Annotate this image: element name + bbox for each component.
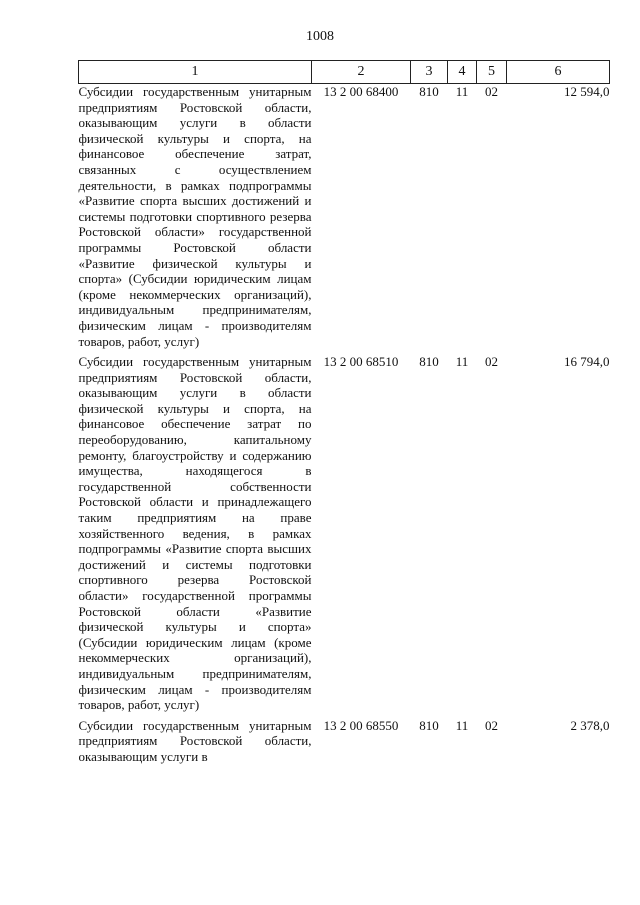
row-target-code: 13 2 00 68510 bbox=[323, 354, 399, 370]
table-row bbox=[79, 354, 610, 718]
row-description: Субсидии государственным унитарным предприятиям Ростовской области, оказывающим услуги в области физической культуры и спорта, на финансовое обеспечение затрат по переоборудованию, капитальному ремонту, благоустройству и содержанию имущества, находящегося в государственной собственности Ростовской области и принадлежащего таким предприятиям на праве хозяйственного ведения, в рамках подпрограммы «Развитие спорта высших достижений и системы подготовки спортивного резерва Ростовской области» государственной программы Ростовской области «Развитие физической культуры и спорта» (Субсидии юридическим лицам (кроме некоммерческих организаций), индивидуальным предпринимателям, физическим лицам - производителям товаров, работ, услуг) bbox=[78, 354, 312, 713]
header-col-2: 2 bbox=[312, 61, 411, 84]
header-col-3: 3 bbox=[411, 61, 448, 84]
row-amount: 16 794,0 bbox=[564, 354, 610, 370]
row-description: Субсидии государственным унитарным предприятиям Ростовской области, оказывающим услуги в bbox=[78, 717, 312, 764]
row-section: 11 bbox=[455, 84, 469, 99]
table-header-row bbox=[79, 61, 610, 84]
row-target-code: 13 2 00 68400 bbox=[323, 84, 399, 99]
header-col-6: 6 bbox=[507, 61, 610, 84]
row-subsection: 02 bbox=[485, 354, 498, 370]
row-section: 11 bbox=[455, 717, 469, 733]
header-col-1: 1 bbox=[79, 61, 312, 84]
header-col-4: 4 bbox=[448, 61, 477, 84]
row-description: Субсидии государственным унитарным предприятиям Ростовской области, оказывающим услуги в области физической культуры и спорта, на финансовое обеспечение затрат, связанных с осуществлением деятельности, в рамках подпрограммы «Развитие спорта высших достижений и системы подготовки спортивного резерва Ростовской области» государственной программы Ростовской области «Развитие физической культуры и спорта» (Субсидии юридическим лицам (кроме некоммерческих организаций), индивидуальным предпринимателям, физическим лицам - производителям товаров, работ, услуг) bbox=[78, 84, 312, 349]
header-col-5: 5 bbox=[477, 61, 507, 84]
budget-table bbox=[78, 60, 610, 770]
row-section: 11 bbox=[455, 354, 469, 370]
row-expense-type: 810 bbox=[419, 354, 439, 370]
row-subsection: 02 bbox=[485, 84, 498, 99]
row-expense-type: 810 bbox=[419, 717, 439, 733]
row-expense-type: 810 bbox=[419, 84, 439, 99]
row-amount: 12 594,0 bbox=[564, 84, 610, 99]
table-row bbox=[79, 84, 610, 355]
row-amount: 2 378,0 bbox=[570, 717, 610, 733]
table-row bbox=[79, 718, 610, 770]
row-target-code: 13 2 00 68550 bbox=[323, 717, 399, 733]
row-subsection: 02 bbox=[485, 717, 498, 733]
page-number: 1008 bbox=[306, 29, 334, 44]
